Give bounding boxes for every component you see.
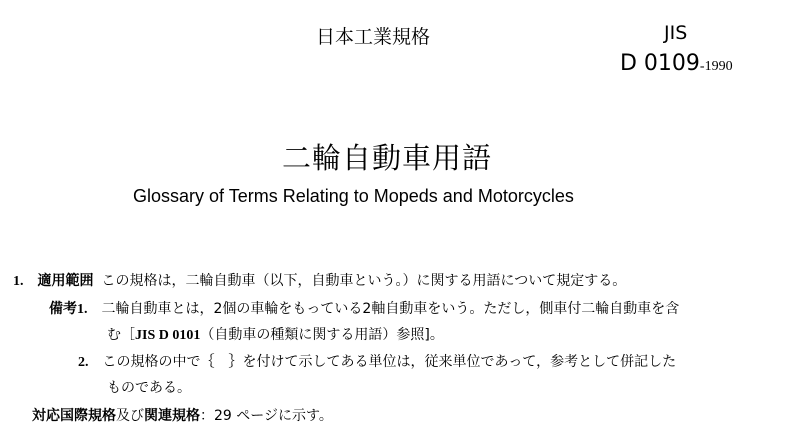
remark-1-text-pre: む［: [107, 327, 135, 343]
standard-type-title: 日本工業規格: [316, 26, 431, 48]
document-title-en: Glossary of Terms Relating to Mopeds and Motorcycles: [133, 186, 574, 206]
document-title-ja: 二輪自動車用語: [282, 141, 493, 175]
footer-text: ：29 ページに示す。: [200, 408, 333, 424]
remark-2-text: この規格の中で｛ ｝を付けて示してある単位は，従来単位であって，参考として併記した: [102, 354, 677, 370]
remark-2-line-1: [78, 351, 676, 371]
section-1-line: [13, 270, 626, 290]
remark-2-number: 2.: [78, 355, 89, 370]
footer-label-international: 対応国際規格: [32, 408, 116, 424]
jis-label: JIS: [664, 22, 688, 44]
remark-1-reference: JIS D 0101: [135, 328, 201, 343]
section-heading: 適用範囲: [37, 273, 94, 289]
jis-number-code: D 0109: [620, 51, 700, 76]
remark-1-number: 1.: [77, 302, 88, 317]
jis-year: -1990: [699, 59, 733, 74]
section-number: 1.: [13, 274, 24, 289]
remark-1-text: 二輪自動車とは，2個の車輪をもっている2軸自動車をいう。ただし，側車付二輪自動車を含: [101, 301, 680, 317]
remark-1-line-1: [49, 298, 679, 318]
footer-connector: 及び: [116, 408, 144, 424]
remark-1-line-2: [107, 324, 444, 344]
remark-1-text-post: （自動車の種類に関する用語）参照]。: [200, 327, 444, 343]
remarks-label: 備考: [49, 301, 77, 317]
remark-2-line-2: ものである。: [107, 380, 191, 396]
section-text: この規格は，二輪自動車（以下，自動車という。）に関する用語について規定する。: [101, 273, 627, 289]
footer-note: [32, 405, 333, 425]
jis-number: [620, 51, 733, 76]
footer-label-related: 関連規格: [144, 408, 200, 424]
